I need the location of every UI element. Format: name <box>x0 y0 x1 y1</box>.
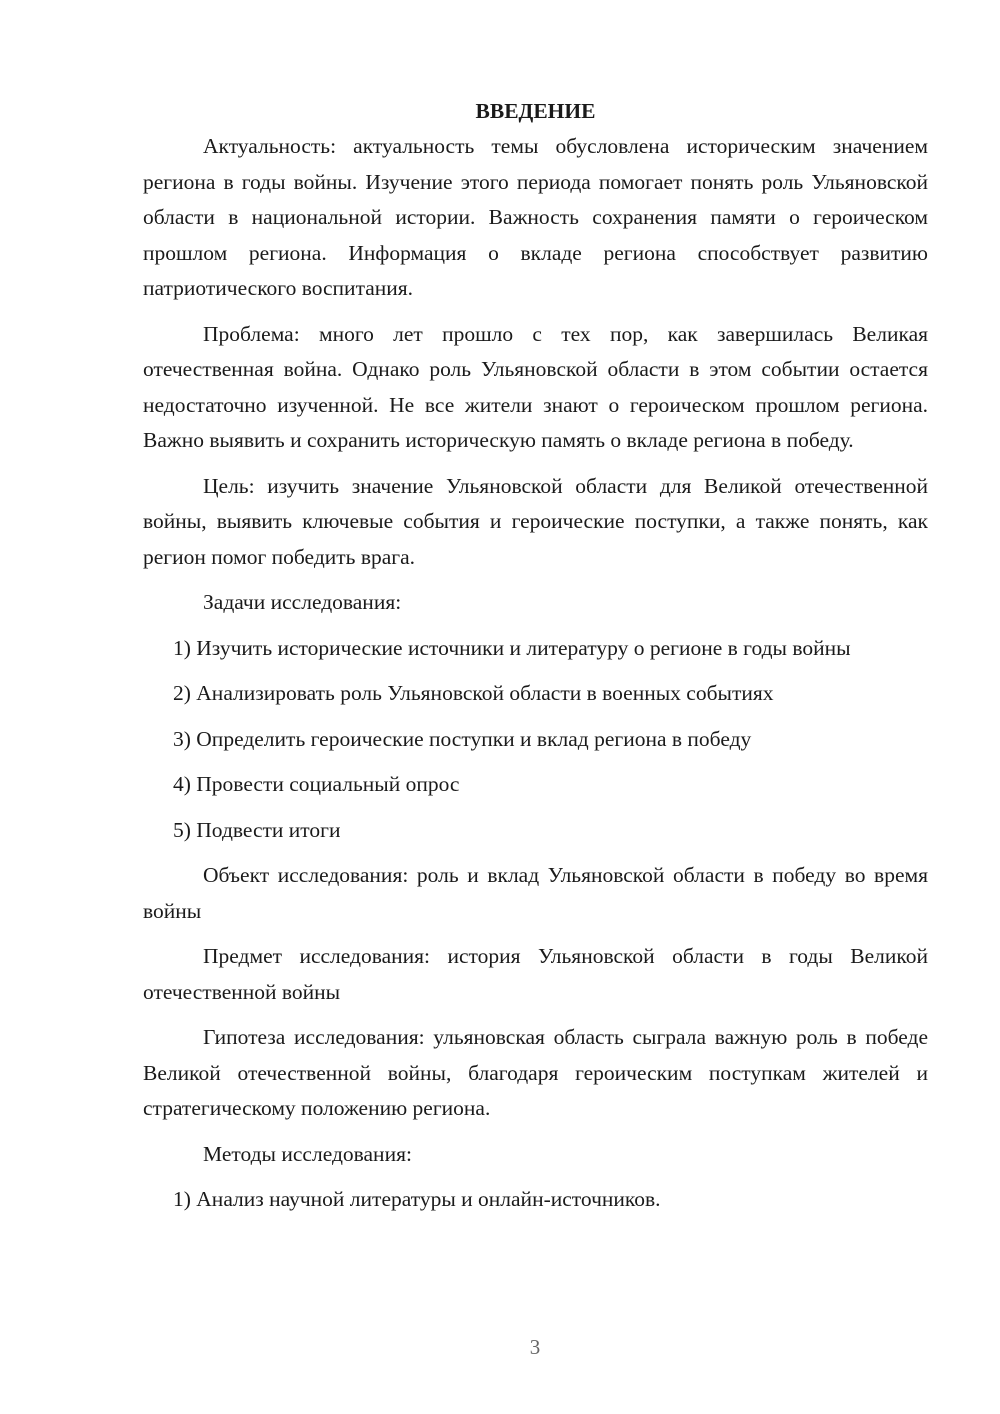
tasks-heading: Задачи исследования: <box>203 590 402 614</box>
paragraph-relevance: Актуальность: актуальность темы обусловлена историческим значением региона в годы войны. Изучение этого периода помогает понять роль Ульяновской области в национальной истории. Важность сохранения памяти о героическом прошлом региона. Информация о вкладе региона способствует развитию патриотического воспитания. <box>143 134 928 300</box>
task-item: 2) Анализировать роль Ульяновской области в военных событиях <box>173 681 774 705</box>
paragraph-goal: Цель: изучить значение Ульяновской области для Великой отечественной войны, выявить ключевые события и героические поступки, а также понять, как регион помог победить врага. <box>143 473 928 569</box>
paragraph-subject: Предмет исследования: история Ульяновской области в годы Великой отечественной войны <box>143 944 928 1004</box>
method-item: 1) Анализ научной литературы и онлайн-источников. <box>173 1187 661 1211</box>
paragraph-object: Объект исследования: роль и вклад Ульяновской области в победу во время войны <box>143 863 928 923</box>
task-item: 5) Подвести итоги <box>173 817 341 842</box>
task-item: 3) Определить героические поступки и вклад региона в победу <box>173 726 752 751</box>
paragraph-problem: Проблема: много лет прошло с тех пор, как завершилась Великая отечественная война. Однако роль Ульяновской области в этом событии остается недостаточно изученной. Не все жители знают о героическом прошлом региона. Важно выявить и сохранить историческую память о вкладе региона в победу. <box>143 321 928 452</box>
paragraph-hypothesis: Гипотеза исследования: ульяновская область сыграла важную роль в победе Великой отечественной войны, благодаря героическим поступкам жителей и стратегическому положению региона. <box>143 1025 928 1120</box>
document-page <box>143 94 928 1228</box>
task-item: 1) Изучить исторические источники и литературу о регионе в годы войны <box>173 635 851 660</box>
methods-heading: Методы исследования: <box>203 1141 412 1166</box>
task-item: 4) Провести социальный опрос <box>173 772 460 796</box>
section-title: ВВЕДЕНИЕ <box>475 99 596 123</box>
page-number: 3 <box>529 1335 541 1359</box>
